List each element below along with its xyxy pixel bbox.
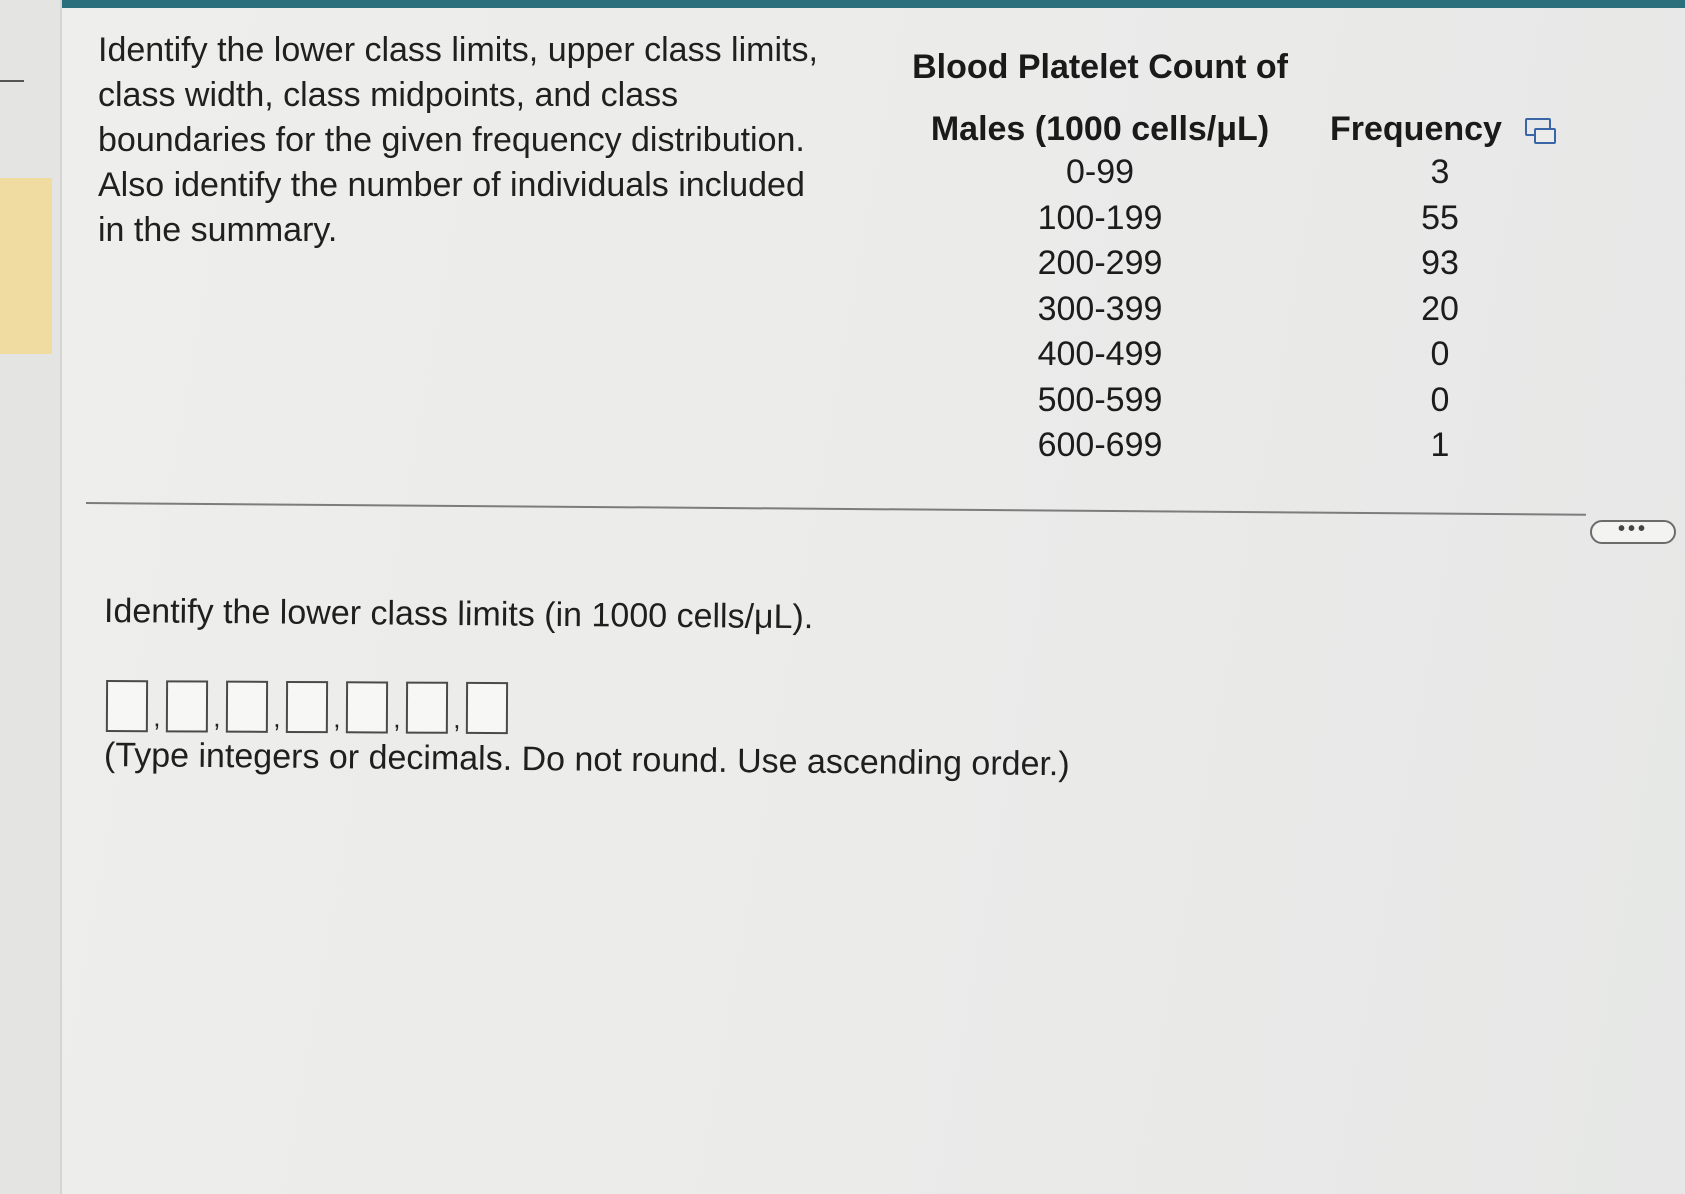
top-accent-bar: [60, 0, 1685, 8]
question-line: class width, class midpoints, and class: [98, 76, 679, 114]
lower-limit-input-3[interactable]: [226, 681, 268, 733]
more-options-button[interactable]: •••: [1590, 520, 1676, 544]
section-divider: [86, 502, 1586, 516]
lower-limit-input-4[interactable]: [286, 681, 328, 733]
copy-icon-front: [1534, 128, 1556, 144]
table-row: [880, 241, 1600, 287]
lower-limit-input-6[interactable]: [406, 682, 448, 734]
answer-separator: ,: [393, 703, 401, 734]
sub-question-prompt: Identify the lower class limits (in 1000 cells/μL).: [103, 592, 814, 637]
rail-highlight: [0, 178, 52, 354]
frequency-cell: 20: [1421, 289, 1459, 328]
class-cell: 200-299: [1037, 244, 1163, 282]
class-header-line1: Blood Platelet Count of: [912, 48, 1288, 86]
answer-fields: [106, 670, 508, 734]
class-column-header: [880, 36, 1320, 160]
question-line: in the summary.: [98, 211, 338, 249]
frequency-cell: 93: [1421, 244, 1459, 282]
class-cell: 600-699: [1037, 426, 1163, 464]
class-header-line2: Males (1000 cells/μL): [930, 110, 1270, 148]
lower-limit-input-5[interactable]: [346, 681, 388, 733]
table-row: [880, 378, 1600, 424]
frequency-cell: 55: [1421, 198, 1459, 237]
frequency-header-label: Frequency: [1330, 110, 1502, 148]
class-cell: 0-99: [1065, 153, 1135, 191]
table-row: [880, 287, 1600, 333]
lower-limit-input-1[interactable]: [106, 680, 148, 732]
frequency-cell: 1: [1430, 426, 1450, 464]
answer-hint: (Type integers or decimals. Do not round. Use ascending order.): [103, 736, 1070, 784]
table-rows: [880, 150, 1600, 469]
question-text: [98, 28, 888, 253]
table-row: [880, 332, 1600, 378]
class-cell: 300-399: [1037, 289, 1163, 328]
table-row: [880, 423, 1600, 469]
frequency-cell: 3: [1430, 153, 1450, 191]
table-row: [880, 150, 1600, 196]
answer-separator: ,: [153, 702, 161, 733]
table-row: [880, 196, 1600, 242]
class-cell: 500-599: [1037, 380, 1163, 419]
question-line: Also identify the number of individuals included: [98, 166, 805, 204]
question-line: boundaries for the given frequency distribution.: [98, 121, 805, 159]
lower-limit-input-7[interactable]: [466, 682, 508, 734]
left-rail: [0, 0, 62, 1194]
answer-separator: ,: [453, 703, 461, 734]
lower-limit-input-2[interactable]: [166, 680, 208, 732]
rail-tick: [0, 80, 24, 82]
copy-icon[interactable]: [1525, 118, 1555, 144]
answer-separator: ,: [333, 703, 341, 734]
question-line: Identify the lower class limits, upper class limits,: [98, 31, 818, 69]
class-cell: 100-199: [1037, 198, 1163, 237]
answer-separator: ,: [273, 702, 281, 733]
answer-separator: ,: [213, 702, 221, 733]
frequency-cell: 0: [1430, 380, 1450, 419]
class-cell: 400-499: [1037, 335, 1163, 373]
frequency-cell: 0: [1430, 335, 1450, 373]
